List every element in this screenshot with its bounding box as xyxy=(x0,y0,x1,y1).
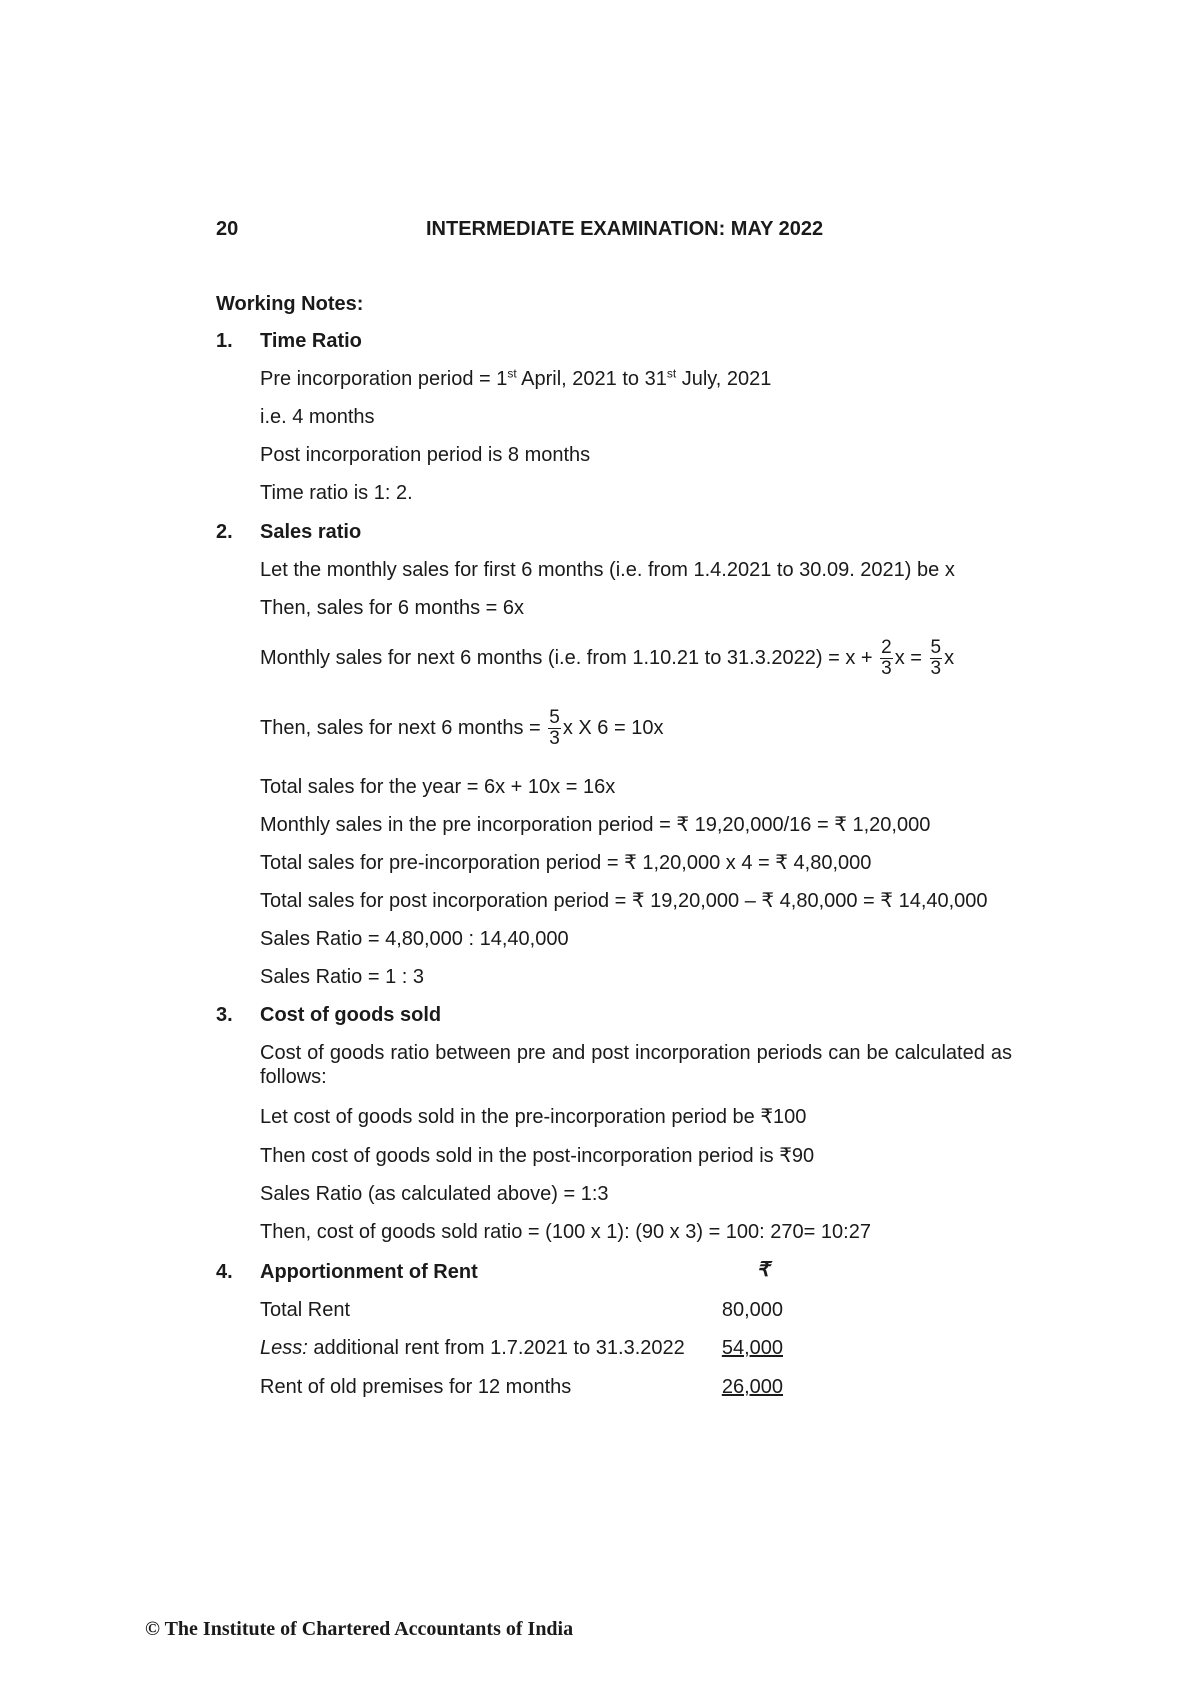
fraction-numerator: 2 xyxy=(881,637,892,659)
working-notes-title: Working Notes: xyxy=(216,293,364,315)
cogs-line-2: Then cost of goods sold in the post-incorporation period is ₹90 xyxy=(260,1145,815,1167)
cogs-paragraph: Cost of goods ratio between pre and post incorporation periods can be calculated as follows: xyxy=(260,1042,1012,1088)
note-2-title: Sales ratio xyxy=(260,521,362,543)
cogs-line-1: Let cost of goods sold in the pre-incorporation period be ₹100 xyxy=(260,1106,807,1128)
pre-period-sup-1: st xyxy=(507,366,517,381)
note-1-title: Time Ratio xyxy=(260,330,362,352)
sales-line-1: Let the monthly sales for first 6 months (i.e. from 1.4.2021 to 30.09. 2021) be x xyxy=(260,559,955,581)
sales-line-2: Then, sales for 6 months = 6x xyxy=(260,597,525,619)
sales-line-4-suffix: x X 6 = 10x xyxy=(562,717,664,739)
note-3-number: 3. xyxy=(216,1004,233,1026)
sales-line-3-mid: x = xyxy=(894,647,922,669)
currency-header: ₹ xyxy=(756,1259,770,1281)
sales-line-9: Sales Ratio = 4,80,000 : 14,40,000 xyxy=(260,928,569,950)
pre-period-text-b: April, 2021 to 31 xyxy=(516,368,667,390)
rent-row-amount: 80,000 xyxy=(721,1299,783,1321)
note-1-number: 1. xyxy=(216,330,233,352)
sales-line-3-suffix: x xyxy=(944,647,955,669)
sales-line-4-prefix: Then, sales for next 6 months = xyxy=(260,717,541,739)
fraction-five-thirds-b xyxy=(548,708,561,749)
fraction-denominator: 3 xyxy=(549,728,560,750)
fraction-numerator: 5 xyxy=(549,707,560,729)
fraction-five-thirds xyxy=(930,638,943,679)
fraction-denominator: 3 xyxy=(881,658,892,680)
pre-period-text-c: July, 2021 xyxy=(676,368,772,390)
note-4-number: 4. xyxy=(216,1261,233,1283)
rent-row-text: additional rent from 1.7.2021 to 31.3.2022 xyxy=(307,1337,685,1359)
note-3-title: Cost of goods sold xyxy=(260,1004,442,1026)
rent-row-text: Total Rent xyxy=(260,1299,351,1321)
cogs-line-4: Then, cost of goods sold ratio = (100 x 1): (90 x 3) = 100: 270= 10:27 xyxy=(260,1221,871,1243)
time-ratio: Time ratio is 1: 2. xyxy=(260,482,413,504)
rent-row-italic: Less: xyxy=(260,1337,308,1359)
sales-line-4 xyxy=(260,707,663,749)
sales-line-6: Monthly sales in the pre incorporation period = ₹ 19,20,000/16 = ₹ 1,20,000 xyxy=(260,814,931,836)
fraction-numerator: 5 xyxy=(930,637,942,659)
note-2-number: 2. xyxy=(216,521,233,543)
pre-period-text-a: Pre incorporation period = 1 xyxy=(260,368,508,390)
rent-row-label xyxy=(260,1336,685,1360)
fraction-two-thirds xyxy=(880,638,893,679)
exam-title: INTERMEDIATE EXAMINATION: MAY 2022 xyxy=(426,218,824,240)
ie-months: i.e. 4 months xyxy=(260,406,375,428)
rent-row-amount: 54,000 xyxy=(721,1337,783,1359)
cogs-line-3: Sales Ratio (as calculated above) = 1:3 xyxy=(260,1183,609,1205)
rent-row-amount: 26,000 xyxy=(721,1376,783,1398)
sales-line-8: Total sales for post incorporation period = ₹ 19,20,000 – ₹ 4,80,000 = ₹ 14,40,000 xyxy=(260,890,988,912)
sales-line-7: Total sales for pre-incorporation period = ₹ 1,20,000 x 4 = ₹ 4,80,000 xyxy=(260,852,872,874)
sales-line-3 xyxy=(260,637,954,679)
footer-copyright: © The Institute of Chartered Accountants of India xyxy=(145,1618,574,1640)
sales-line-5: Total sales for the year = 6x + 10x = 16x xyxy=(260,776,616,798)
sales-line-10: Sales Ratio = 1 : 3 xyxy=(260,966,424,988)
note-4-title: Apportionment of Rent xyxy=(260,1261,478,1283)
pre-incorporation-period xyxy=(260,367,771,391)
rent-row-label xyxy=(260,1375,571,1399)
page-header xyxy=(216,218,1016,248)
post-incorporation-period: Post incorporation period is 8 months xyxy=(260,444,591,466)
rent-row-text: Rent of old premises for 12 months xyxy=(260,1376,572,1398)
fraction-denominator: 3 xyxy=(930,658,942,680)
page-number: 20 xyxy=(216,218,239,240)
pre-period-sup-2: st xyxy=(666,366,677,381)
rent-row-label xyxy=(260,1298,350,1322)
sales-line-3-prefix: Monthly sales for next 6 months (i.e. from 1.10.21 to 31.3.2022) = x + xyxy=(260,647,873,669)
